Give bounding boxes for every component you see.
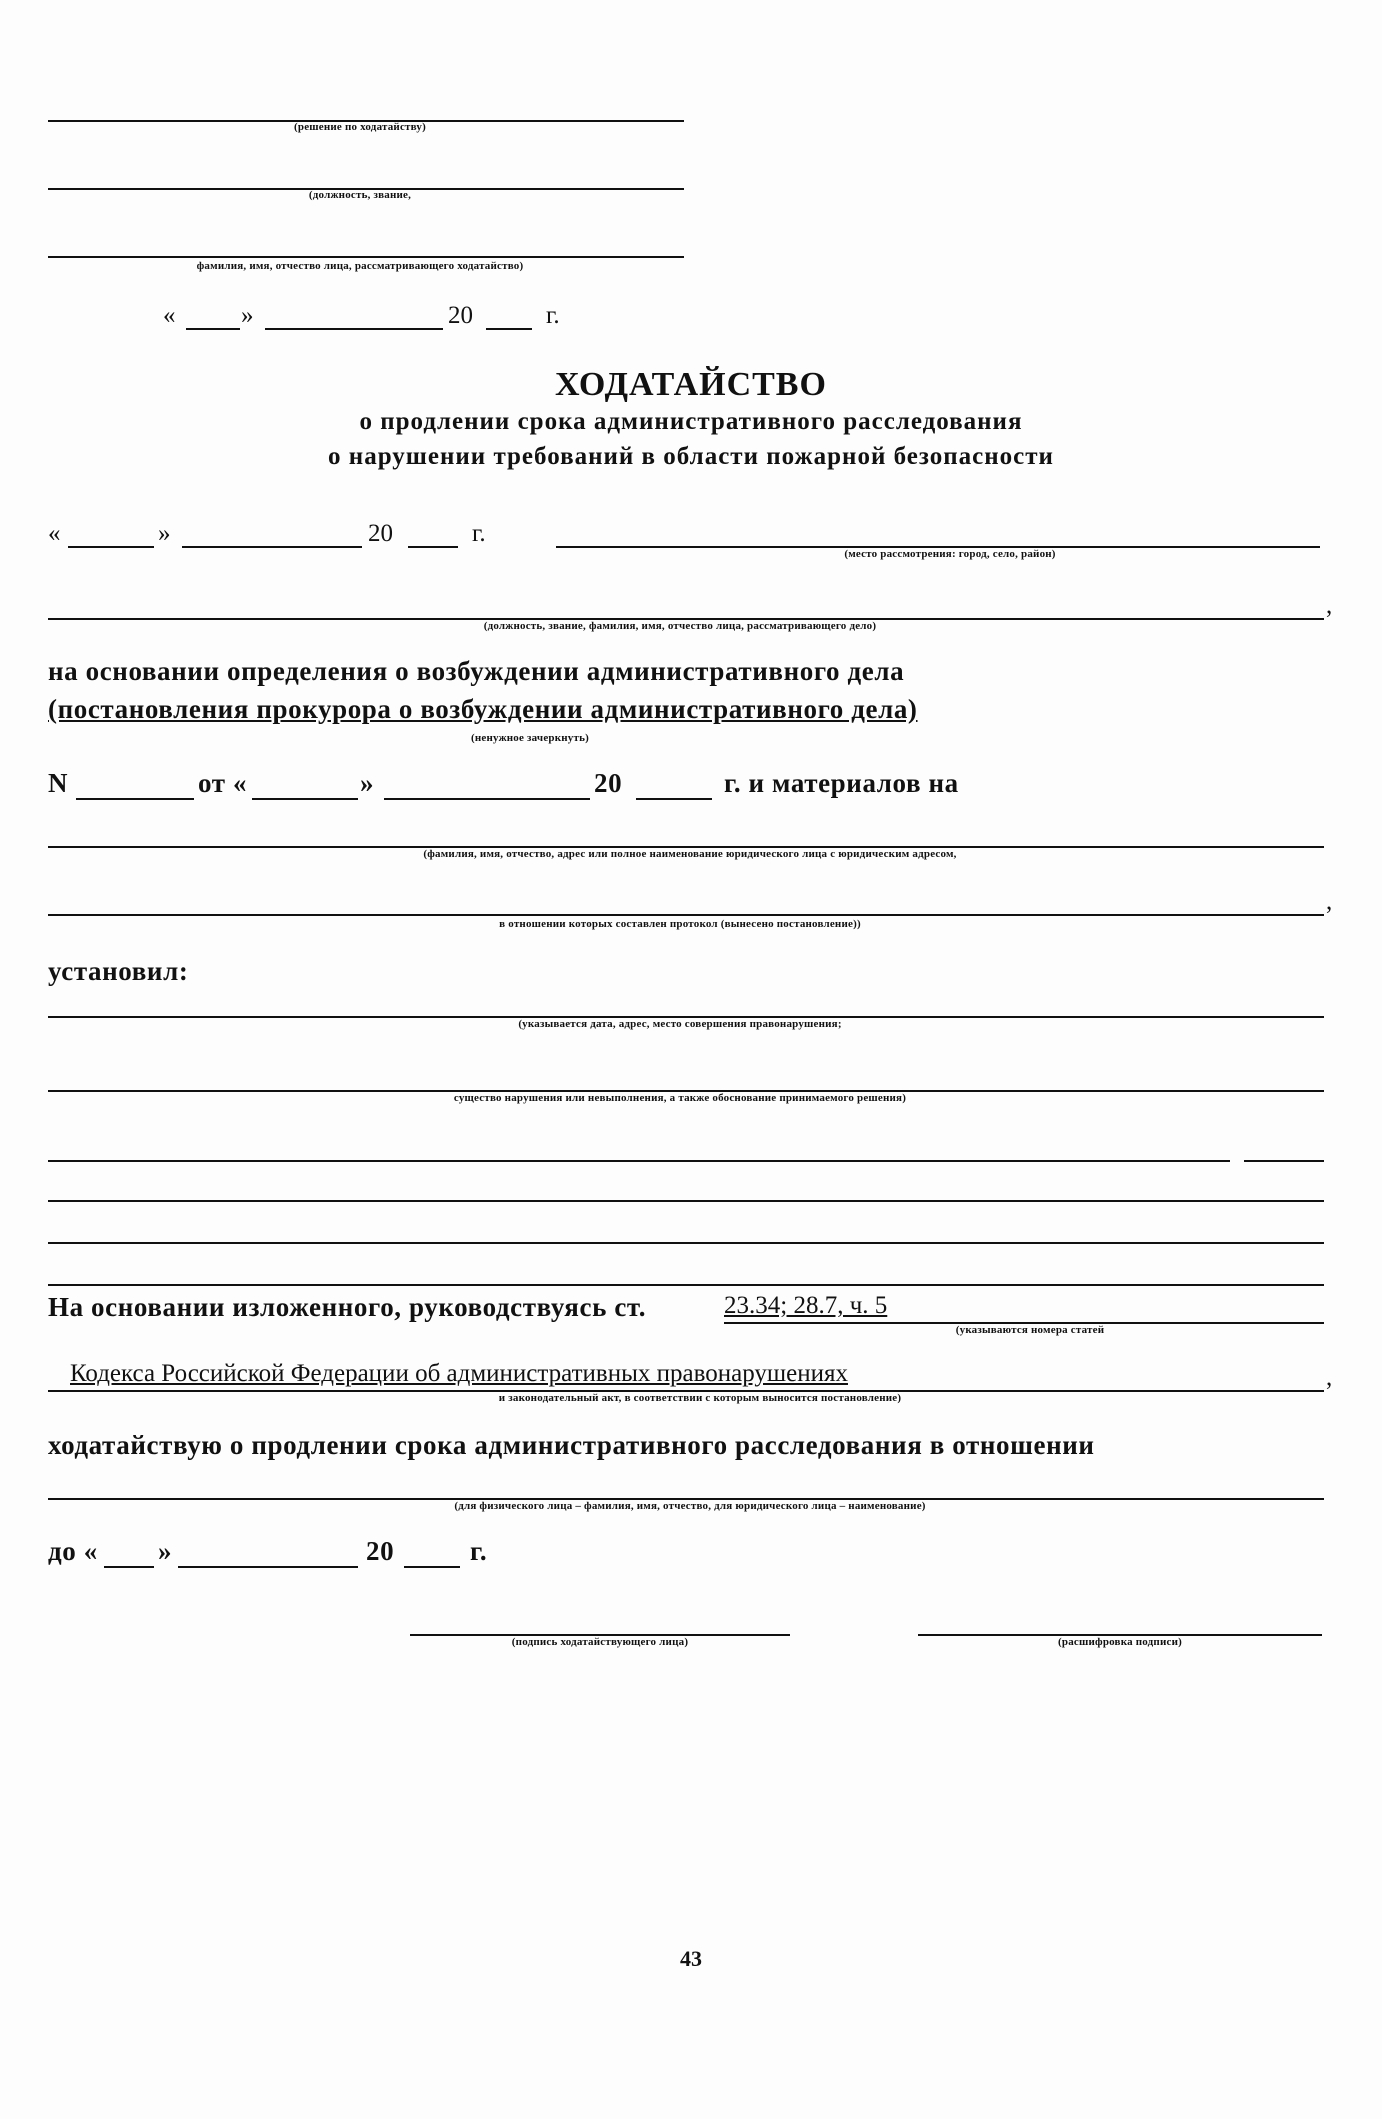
case-year-suffix: г. и материалов на	[724, 768, 959, 798]
established-line3[interactable]	[48, 1160, 1230, 1162]
grounds-code-comma: ,	[1326, 1364, 1333, 1391]
page-number: 43	[680, 1946, 702, 1971]
until-year-prefix: 20	[366, 1536, 395, 1566]
header-year-field[interactable]	[486, 328, 532, 330]
meta-year-prefix: 20	[368, 520, 393, 547]
official-caption: (должность, звание, фамилия, имя, отчество лица, рассматривающего дело)	[483, 620, 877, 632]
header-year-suffix: г.	[546, 302, 560, 329]
case-number-field[interactable]	[76, 798, 194, 800]
until-day-field[interactable]	[104, 1566, 154, 1568]
basis-line2: (постановления прокурора о возбуждении административного дела)	[48, 694, 918, 724]
established-line3b[interactable]	[1244, 1160, 1324, 1162]
grounds-articles[interactable]: 23.34; 28.7, ч. 5	[724, 1292, 888, 1319]
until-year-field[interactable]	[404, 1566, 460, 1568]
subject-line2[interactable]	[48, 914, 1324, 916]
document-subtitle-line1: о продлении срока административного расследования	[359, 408, 1023, 435]
established-line4[interactable]	[48, 1200, 1324, 1202]
subject-caption2: в отношении которых составлен протокол (вынесено постановление))	[499, 918, 861, 930]
grounds-code[interactable]: Кодекса Российской Федерации об административных правонарушениях	[70, 1360, 848, 1387]
meta-year-suffix: г.	[472, 520, 486, 547]
grounds-code-caption: и законодательный акт, в соответствии с которым выносится постановление)	[498, 1392, 902, 1404]
grounds-request: ходатайствую о продлении срока административного расследования в отношении	[48, 1430, 1095, 1460]
target-caption: (для физического лица – фамилия, имя, отчество, для юридического лица – наименование)	[454, 1500, 926, 1512]
header-day-field[interactable]	[186, 328, 240, 330]
established-line5[interactable]	[48, 1242, 1324, 1244]
header-year-prefix: 20	[448, 302, 473, 329]
header-date-open-quote: «	[163, 302, 176, 329]
meta-month-field[interactable]	[182, 546, 362, 548]
until-year-suffix: г.	[470, 1536, 488, 1566]
meta-close-quote: »	[158, 520, 171, 547]
grounds-articles-caption: (указываются номера статей	[955, 1324, 1105, 1336]
established-caption1: (указывается дата, адрес, место совершения правонарушения;	[518, 1018, 842, 1030]
header-date-close-quote: »	[241, 302, 254, 329]
case-number-label: N	[48, 768, 69, 798]
case-day-field[interactable]	[252, 798, 358, 800]
meta-open-quote: «	[48, 520, 61, 547]
header-month-field[interactable]	[265, 328, 443, 330]
case-month-field[interactable]	[384, 798, 590, 800]
signature-caption: (подпись ходатайствующего лица)	[511, 1636, 689, 1648]
established-caption2: существо нарушения или невыполнения, а также обоснование принимаемого решения)	[453, 1092, 907, 1104]
until-label: до «	[48, 1536, 98, 1566]
until-month-field[interactable]	[178, 1566, 358, 1568]
case-close-quote: »	[360, 768, 375, 798]
established-label: установил:	[48, 956, 189, 986]
person-caption: фамилия, имя, отчество лица, рассматривающего ходатайство)	[196, 260, 524, 272]
until-close-quote: »	[158, 1536, 173, 1566]
established-line6[interactable]	[48, 1284, 1324, 1286]
basis-line1: на основании определения о возбуждении административного дела	[48, 656, 905, 686]
subject-caption1: (фамилия, имя, отчество, адрес или полное наименование юридического лица с юридическим адресом,	[423, 848, 957, 860]
position-caption: (должность, звание,	[308, 189, 412, 201]
case-year-prefix: 20	[594, 768, 623, 798]
case-from-label: от «	[198, 768, 248, 798]
decision-caption: (решение по ходатайству)	[294, 121, 426, 133]
grounds-prefix: На основании изложенного, руководствуясь ст.	[48, 1292, 647, 1322]
subject-comma: ,	[1326, 888, 1333, 915]
official-comma: ,	[1326, 592, 1333, 619]
document-title: ХОДАТАЙСТВО	[555, 366, 827, 403]
meta-day-field[interactable]	[68, 546, 154, 548]
person-line[interactable]	[48, 256, 684, 258]
strike-caption: (ненужное зачеркнуть)	[471, 732, 589, 744]
case-year-field[interactable]	[636, 798, 712, 800]
document-subtitle-line2: о нарушении требований в области пожарной безопасности	[328, 443, 1054, 470]
meta-year-field[interactable]	[408, 546, 458, 548]
place-caption: (место рассмотрения: город, село, район)	[844, 548, 1056, 560]
signature-decode-caption: (расшифровка подписи)	[1058, 1636, 1182, 1648]
